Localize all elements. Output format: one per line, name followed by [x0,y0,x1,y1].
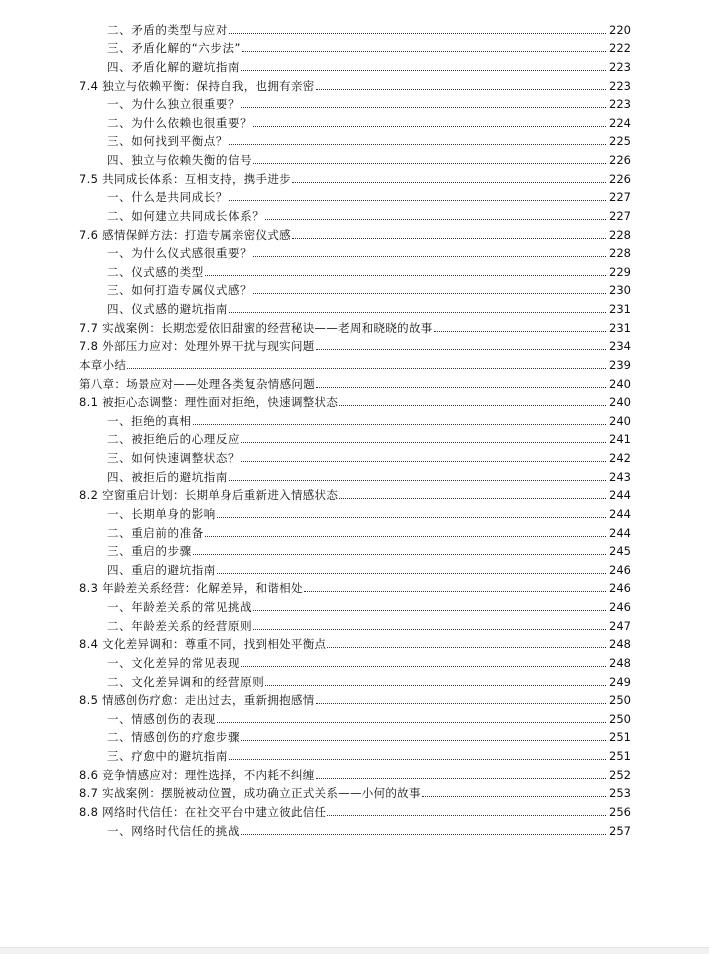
toc-entry-title: 三、疗愈中的避坑指南 [107,749,228,763]
dot-leader [316,387,606,388]
toc-entry-title: 一、年龄差关系的常见挑战 [107,600,253,614]
toc-entry[interactable] [0,430,709,449]
toc-page-number: 240 [609,395,631,410]
toc-entry-title: 一、情感创伤的表现 [107,711,216,726]
toc-entry-title: 一、为什么仪式感很重要？ [107,246,253,261]
toc-entry[interactable] [0,821,709,840]
toc-page-number: 246 [609,562,631,577]
toc-page-number: 251 [609,749,631,763]
toc-page-number: 242 [609,451,631,465]
toc-page-number: 251 [609,730,631,745]
dot-leader [339,405,606,406]
toc-entry-title: 二、如何建立共同成长体系？ [107,208,265,223]
page-bottom-edge [0,947,709,954]
toc-page-number: 226 [609,171,631,186]
toc-page-number: 243 [609,469,631,484]
toc-entry-title: 7.8 外部压力应对：处理外界干扰与现实问题 [79,339,315,354]
toc-entry[interactable] [0,299,709,318]
toc-entry-title: 三、如何快速调整状态？ [107,451,241,465]
toc-page-number: 223 [609,97,631,112]
dot-leader [327,815,606,816]
toc-entry-title: 一、文化差异的常见表现 [107,655,241,670]
toc-entry-title: 8.3 年龄差关系经营：化解差异，和谐相处 [79,581,303,596]
toc-entry-title: 8.4 文化差异调和：尊重不同，找到相处平衡点 [79,637,327,652]
toc-entry-title: 一、什么是共同成长？ [107,190,228,205]
toc-entry[interactable] [0,709,709,728]
toc-entry-title: 第八章：场景应对——处理各类复杂情感问题 [79,376,315,391]
toc-entry-title: 一、为什么独立很重要？ [107,97,241,112]
toc-page-number: 239 [609,357,631,372]
dot-leader [253,293,606,294]
dot-leader [193,424,606,425]
toc-entry-title: 8.7 实战案例：摆脱被动位置，成功确立正式关系——小何的故事 [79,786,421,801]
dot-leader [229,759,606,760]
toc-entry[interactable] [0,188,709,207]
toc-entry[interactable] [0,448,709,467]
toc-entry[interactable] [0,113,709,132]
toc-page-number: 228 [609,227,631,242]
toc-entry-title: 本章小结 [79,357,127,372]
dot-leader [292,182,606,183]
toc-entry[interactable] [0,262,709,281]
toc-page-number: 246 [609,600,631,614]
toc-entry-title: 8.2 空窗重启计划：长期单身后重新进入情感状态 [79,488,339,503]
toc-entry[interactable] [0,337,709,356]
dot-leader [217,722,606,723]
toc-entry-title: 7.7 实战案例：长期恋爱依旧甜蜜的经营秘诀——老周和晓晓的故事 [79,320,433,335]
toc-entry[interactable] [0,374,709,393]
toc-page-number: 253 [609,786,631,801]
toc-entry-title: 8.6 竞争情感应对：理性选择，不内耗不纠缠 [79,767,315,782]
toc-entry-title: 四、矛盾化解的避坑指南 [107,59,241,74]
dot-leader [253,126,606,127]
dot-leader [316,778,606,779]
toc-entry[interactable] [0,150,709,169]
toc-page-number: 244 [609,525,631,540]
toc-entry[interactable] [0,504,709,523]
toc-entry[interactable] [0,542,709,561]
toc-entry-title: 二、情感创伤的疗愈步骤 [107,730,241,745]
toc-page-number: 228 [609,246,631,261]
dot-leader [229,200,606,201]
dot-leader [316,349,606,350]
dot-leader [265,685,606,686]
toc-entry[interactable] [0,281,709,300]
dot-leader [253,256,606,257]
dot-leader [434,331,606,332]
toc-page-number: 227 [609,208,631,223]
dot-leader [265,219,606,220]
toc-entry-title: 8.1 被拒心态调整：理性面对拒绝，快速调整状态 [79,395,339,410]
toc-page-number: 244 [609,506,631,521]
toc-entry[interactable] [0,132,709,151]
dot-leader [292,238,606,239]
dot-leader [422,796,606,797]
toc-entry[interactable] [0,225,709,244]
toc-entry-title: 一、网络时代信任的挑战 [107,823,241,838]
toc-entry[interactable] [0,728,709,747]
toc-entry[interactable] [0,206,709,225]
dot-leader [241,70,606,71]
dot-leader [339,498,606,499]
toc-page-number: 245 [609,544,631,559]
toc-entry[interactable] [0,169,709,188]
toc-entry[interactable] [0,784,709,803]
toc-entry-title: 8.8 网络时代信任：在社交平台中建立彼此信任 [79,804,327,819]
dot-leader [205,275,606,276]
dot-leader [241,666,606,667]
toc-page-number: 229 [609,264,631,279]
dot-leader [193,554,606,555]
dot-leader [229,33,606,34]
toc-page-number: 223 [609,59,631,74]
toc-page-number: 247 [609,618,631,633]
toc-entry-title: 四、被拒后的避坑指南 [107,469,228,484]
dot-leader [253,163,606,164]
dot-leader [304,591,606,592]
dot-leader [229,480,606,481]
dot-leader [217,573,606,574]
toc-entry-title: 7.6 感情保鲜方法：打造专属亲密仪式感 [79,227,291,242]
toc-entry[interactable] [0,244,709,263]
toc-page-number: 248 [609,655,631,670]
toc-page-number: 250 [609,693,631,708]
toc-entry-title: 二、为什么依赖也很重要？ [107,115,253,130]
toc-entry-title: 一、拒绝的真相 [107,413,192,428]
dot-leader [316,89,606,90]
toc-entry-title: 二、仪式感的类型 [107,264,204,279]
toc-entry[interactable] [0,616,709,635]
toc-page-number: 225 [609,134,631,149]
toc-page-number: 244 [609,488,631,503]
dot-leader [253,610,606,611]
toc-page-number: 257 [609,823,631,838]
toc-page-number: 241 [609,432,631,447]
toc-entry-title: 二、重启前的准备 [107,525,204,540]
dot-leader [253,629,606,630]
toc-page-number: 256 [609,804,631,819]
toc-entry[interactable] [0,653,709,672]
toc-page-number: 220 [609,22,631,37]
toc-page-number: 240 [609,413,631,428]
toc-entry[interactable] [0,411,709,430]
toc-entry[interactable] [0,318,709,337]
dot-leader [127,368,606,369]
toc-entry[interactable] [0,802,709,821]
toc-page-number: 222 [609,41,631,56]
toc-entry[interactable] [0,597,709,616]
toc-entry-title: 三、如何找到平衡点？ [107,134,228,149]
toc-page-number: 223 [609,78,631,93]
dot-leader [316,703,606,704]
toc-entry[interactable] [0,95,709,114]
toc-entry-title: 8.5 情感创伤疗愈：走出过去，重新拥抱感情 [79,693,315,708]
toc-entry-title: 三、矛盾化解的“六步法” [107,41,242,56]
toc-entry[interactable] [0,579,709,598]
toc-page-number: 231 [609,320,631,335]
toc-entry[interactable] [0,635,709,654]
toc-entry[interactable] [0,523,709,542]
toc-entry[interactable] [0,560,709,579]
toc-entry-title: 三、重启的步骤 [107,544,192,559]
toc-entry-title: 四、独立与依赖失衡的信号 [107,153,253,167]
toc-entry[interactable] [0,57,709,76]
toc-page-number: 240 [609,376,631,391]
toc-entry[interactable] [0,691,709,710]
toc-entry-title: 二、文化差异调和的经营原则 [107,674,265,689]
toc-page-number: 234 [609,339,631,354]
toc-entry-title: 一、长期单身的影响 [107,506,216,521]
toc-entry[interactable] [0,672,709,691]
toc-entry-title: 三、如何打造专属仪式感？ [107,283,253,298]
toc-entry-title: 二、年龄差关系的经营原则 [107,618,253,633]
toc-page-number: 250 [609,711,631,726]
toc-entry-title: 7.5 共同成长体系：互相支持，携手进步 [79,171,291,186]
toc-entry[interactable] [0,765,709,784]
toc-entry-title: 四、仪式感的避坑指南 [107,302,228,316]
toc-entry-title: 四、重启的避坑指南 [107,562,216,577]
toc-page-number: 231 [609,302,631,316]
dot-leader [327,647,606,648]
dot-leader [229,312,606,313]
toc-entry[interactable] [0,76,709,95]
toc-page-number: 227 [609,190,631,205]
toc-page-number: 248 [609,637,631,652]
toc-page-number: 230 [609,283,631,298]
dot-leader [241,740,606,741]
dot-leader [241,107,606,108]
toc-entry[interactable] [0,355,709,374]
dot-leader [241,461,606,462]
dot-leader [242,51,606,52]
toc-entry-title: 二、矛盾的类型与应对 [107,22,228,37]
toc-entry[interactable] [0,393,709,412]
toc-entry[interactable] [0,39,709,58]
dot-leader [241,442,606,443]
toc-page-number: 226 [609,153,631,167]
toc-entry[interactable] [0,20,709,39]
dot-leader [217,517,606,518]
toc-entry[interactable] [0,486,709,505]
dot-leader [229,144,606,145]
toc-page-number: 252 [609,767,631,782]
toc-page-number: 249 [609,674,631,689]
toc-entry[interactable] [0,467,709,486]
table-of-contents [0,20,709,840]
toc-entry-title: 7.4 独立与依赖平衡：保持自我，也拥有亲密 [79,78,315,93]
toc-page-number: 246 [609,581,631,596]
dot-leader [205,536,606,537]
toc-entry[interactable] [0,746,709,765]
toc-entry-title: 二、被拒绝后的心理反应 [107,432,241,447]
dot-leader [241,834,606,835]
toc-page-number: 224 [609,115,631,130]
